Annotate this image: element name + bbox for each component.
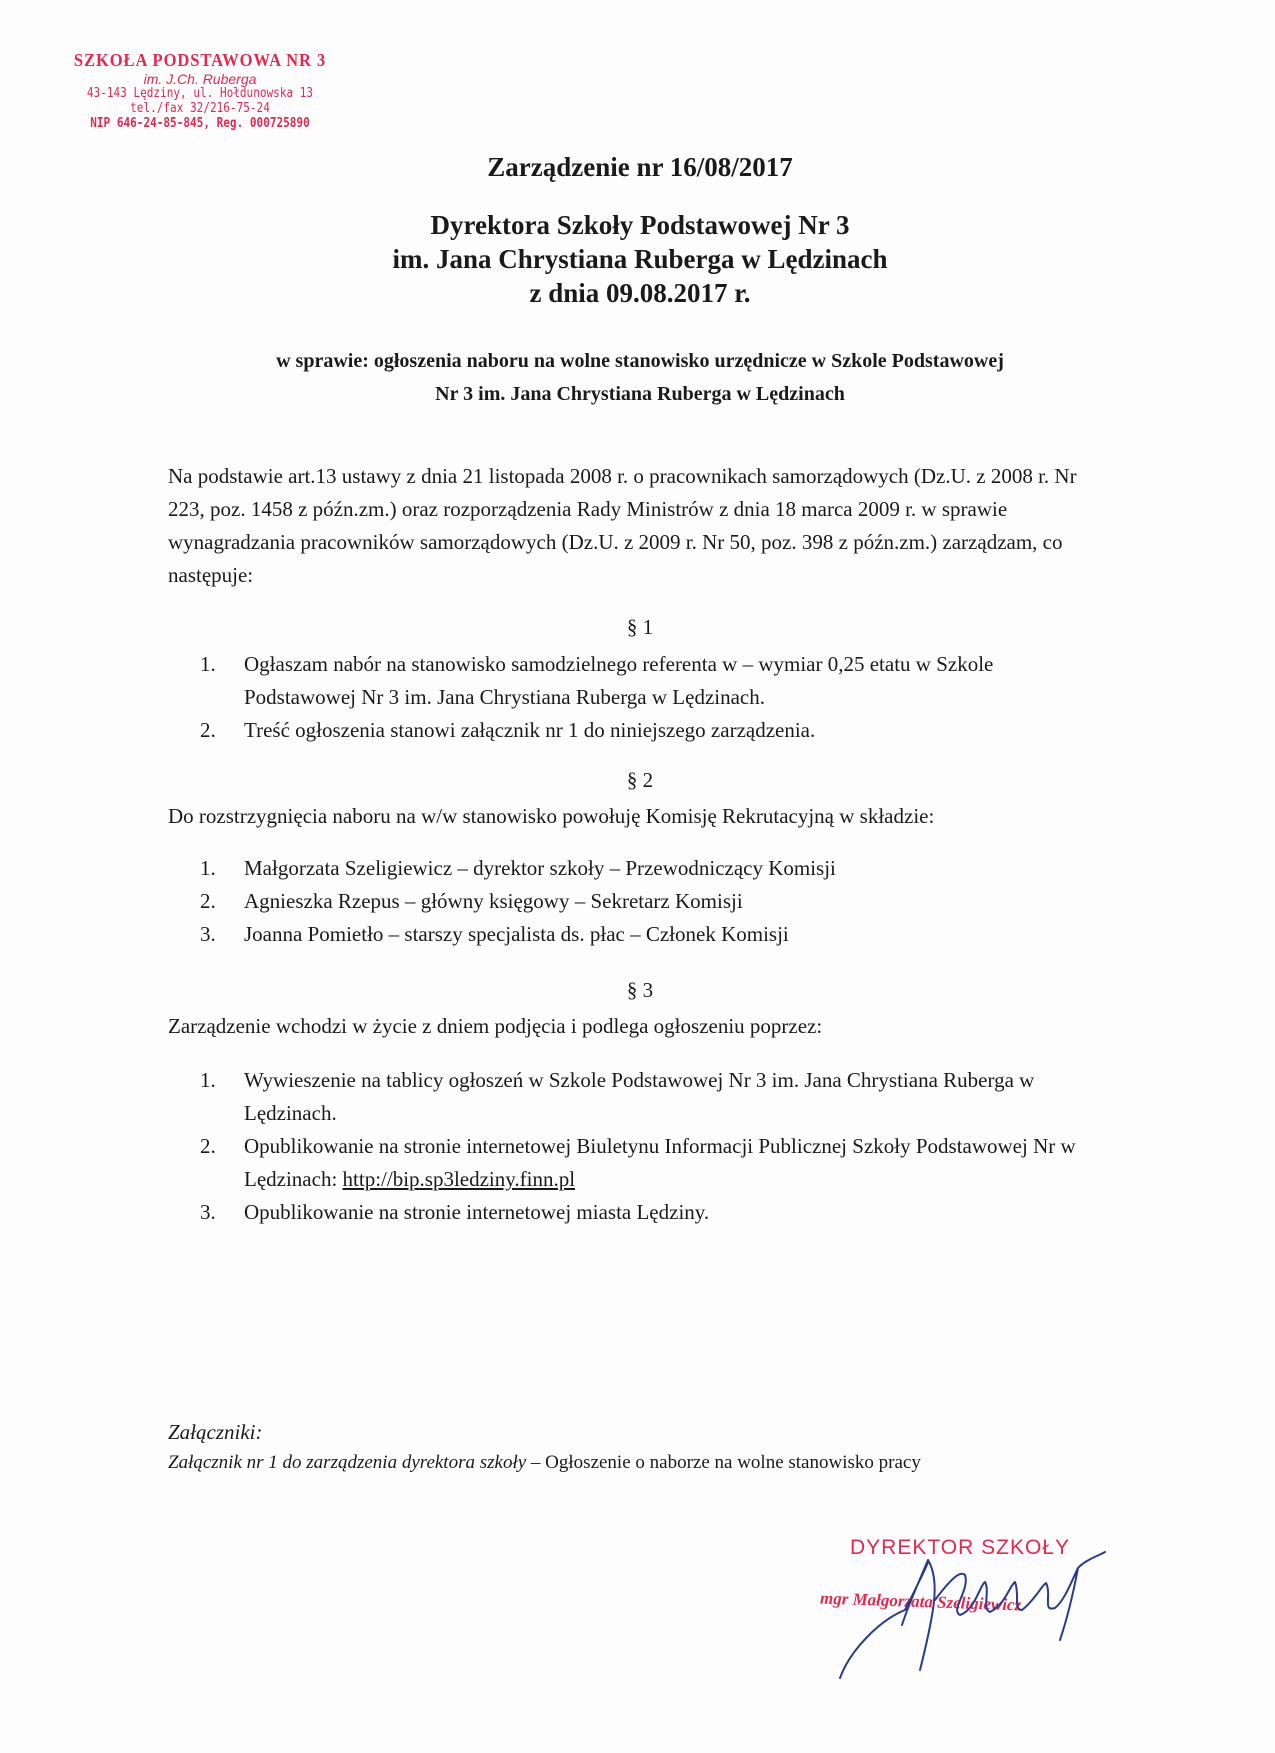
section-1-list: [200, 648, 1100, 747]
list-item: 3. Joanna Pomietło – starszy specjalista ds. płac – Członek Komisji: [200, 922, 789, 946]
handwritten-signature: [810, 1500, 1120, 1680]
list-item: 2. Agnieszka Rzepus – główny księgowy – Sekretarz Komisji: [200, 889, 743, 913]
document-subject: [150, 345, 1130, 411]
document-title: Zarządzenie nr 16/08/2017: [487, 152, 793, 182]
subject-line-2: Nr 3 im. Jana Chrystiana Ruberga w Lędzinach: [435, 383, 845, 405]
preamble: Na podstawie art.13 ustawy z dnia 21 listopada 2008 r. o pracownikach samorządowych (Dz.U. z 2008 r. Nr 223, poz. 1458 z późn.zm.) oraz rozporządzenia Rady Ministrów z dnia 18 marca 2009 r. w sprawie wynagradzania pracowników samorządowych (Dz.U. z 2009 r. Nr 50, poz. 398 z późn.zm.) zarządzam, co następuje:: [168, 464, 1077, 587]
commission-list: [200, 852, 1100, 951]
list-item: 1. Małgorzata Szeligiewicz – dyrektor szkoły – Przewodniczący Komisji: [200, 856, 836, 880]
issue-date: z dnia 09.08.2017 r.: [529, 278, 751, 308]
list-item: 1. Ogłaszam nabór na stanowisko samodzielnego referenta w – wymiar 0,25 etatu w Szkole Podstawowej Nr 3 im. Jana Chrystiana Ruberga w Lędzinach.: [200, 652, 994, 709]
section-3-mark: § 3: [626, 978, 654, 1002]
list-item: 3. Opublikowanie na stronie internetowej miasta Lędziny.: [200, 1200, 710, 1224]
stamp-phone: tel./fax 32/216-75-24: [130, 100, 270, 116]
subject-line-1: w sprawie: ogłoszenia naboru na wolne stanowisko urzędnicze w Szkole Podstawowej: [276, 350, 1004, 372]
publication-list: [200, 1064, 1100, 1229]
bip-link[interactable]: http://bip.sp3ledziny.finn.pl: [342, 1167, 576, 1191]
stamp-address: 43-143 Lędziny, ul. Hołdunowska 13: [86, 85, 314, 101]
list-item: 1. Wywieszenie na tablicy ogłoszeń w Szkole Podstawowej Nr 3 im. Jana Chrystiana Ruberga w Lędzinach.: [200, 1068, 1035, 1125]
attachment-title: Załącznik nr 1 do zarządzenia dyrektora szkoły: [168, 1452, 527, 1473]
document-issuer: [150, 208, 1130, 310]
list-item: 2. Opublikowanie na stronie internetowej Biuletynu Informacji Publicznej Szkoły Podstawowej Nr w Lędzinach: http://bip.sp3ledziny.finn.pl: [200, 1134, 1076, 1191]
school-stamp: [55, 50, 345, 132]
section-2-intro: Do rozstrzygnięcia naboru na w/w stanowisko powołuję Komisję Rekrutacyjną w składzie:: [168, 804, 935, 828]
section-1-mark: § 1: [626, 615, 654, 639]
stamp-patron: im. J.Ch. Ruberga: [143, 70, 257, 87]
attachments-heading: Załączniki:: [168, 1420, 263, 1444]
issuer-line-2: im. Jana Chrystiana Ruberga w Lędzinach: [392, 244, 888, 274]
signature-name-stamp: mgr Małgorzata Szeligiewicz: [819, 1588, 1022, 1615]
signature-stroke: [840, 1552, 1105, 1678]
stamp-nip: NIP 646-24-85-845, Reg. 000725890: [90, 115, 310, 131]
signature-block: [810, 1500, 1120, 1680]
issuer-line-1: Dyrektora Szkoły Podstawowej Nr 3: [430, 210, 850, 240]
signature-role-stamp: DYREKTOR SZKOŁY: [850, 1536, 1070, 1559]
list-item: 2. Treść ogłoszenia stanowi załącznik nr 1 do niniejszego zarządzenia.: [200, 718, 816, 742]
attachment-description: – Ogłoszenie o naborze na wolne stanowisko pracy: [526, 1452, 921, 1473]
section-3-intro: Zarządzenie wchodzi w życie z dniem podjęcia i podlega ogłoszeniu poprzez:: [168, 1014, 823, 1038]
section-2-mark: § 2: [626, 768, 654, 792]
stamp-school-name: SZKOŁA PODSTAWOWA NR 3: [73, 50, 327, 70]
attachment-item: [168, 1452, 921, 1474]
